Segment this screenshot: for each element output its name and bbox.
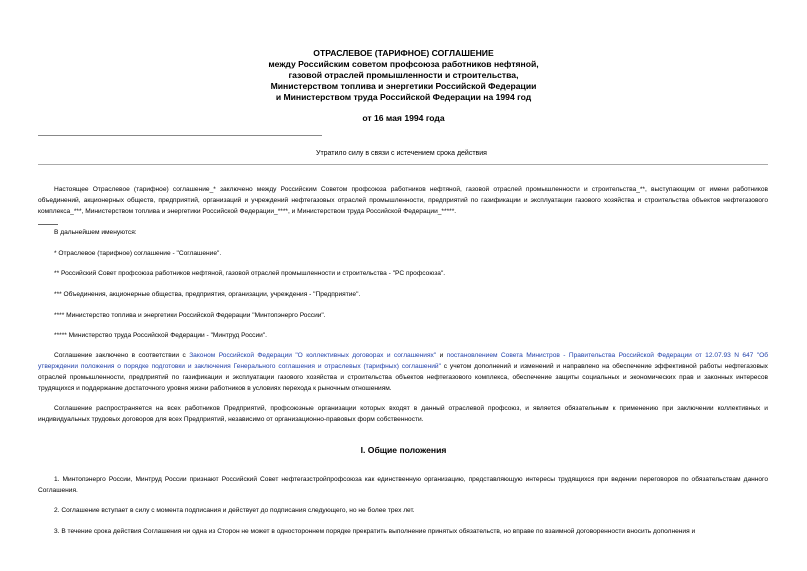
title-line: ОТРАСЛЕВОЕ (ТАРИФНОЕ) СОГЛАШЕНИЕ — [313, 48, 494, 58]
basis-prefix: Соглашение заключено в соответствии с — [54, 352, 190, 359]
footnote-item: * Отраслевое (тарифное) соглашение - "Соглашение". — [54, 250, 222, 257]
basis-paragraph — [38, 350, 768, 394]
title-line: газовой отраслей промышленности и строительства, — [288, 70, 519, 80]
clause-2: 2. Соглашение вступает в силу с момента подписания и действует до подписания следующего, но не более трех лет. — [54, 507, 415, 514]
scope-paragraph: Соглашение распространяется на всех работников Предприятий, профсоюзные организации которых входят в данный отраслевой профсоюз, и является обязательным к применению при заключении коллективных и индивидуальных трудовых договоров для всех Предприятий, независимо от организационно-правовых форм собственности. — [38, 405, 768, 423]
basis-suffix: с учетом дополнений и изменений и направлено на обеспечение эффективной работы нефтегазовых отраслей промышленности, предприятий по газификации и эксплуатации газового хозяйства и строительства объектов нефтегазового комплекса, обеспечение защиты социальных и экономических прав и законных интересов трудящихся и поддержание достаточного уровня жизни работников в условиях перехода к рыночным отношениям. — [38, 363, 768, 392]
resolution-link[interactable]: постановлением Совета Министров - Правительства Российской Федерации от 12.07.93 N 647 "Об утверждении положения о порядке подготовки и заключения Генерального соглашения и отраслевых (тарифных) соглашений" — [38, 352, 768, 370]
title-line: и Министерством труда Российской Федерации на 1994 год — [275, 92, 532, 102]
title-line: между Российским советом профсоюза работников нефтяной, — [268, 59, 539, 69]
footnote-item: ***** Министерство труда Российской Федерации - "Минтруд России". — [54, 332, 268, 339]
footnote-divider — [38, 224, 58, 225]
footnote-item: **** Министерство топлива и энергетики Российской Федерации "Минтопэнерго России". — [54, 312, 326, 319]
footnotes-heading: В дальнейшем именуются: — [54, 229, 137, 236]
law-link[interactable]: Законом Российской Федерации "О коллективных договорах и соглашениях" — [189, 352, 437, 359]
document-title — [0, 48, 807, 103]
section-heading: I. Общие положения — [360, 445, 447, 455]
basis-middle: и — [436, 352, 447, 359]
footnote-item: ** Российский Совет профсоюза работников нефтяной, газовой отраслей промышленности и строительства - "РС профсоюза". — [54, 270, 446, 277]
divider — [38, 135, 322, 136]
clause-1: 1. Минтопэнерго России, Минтруд России признают Российский Совет нефтегазстройпрофсоюза как единственную организацию, представляющую интересы трудящихся при ведении переговоров по обязательствам данного Соглашения. — [38, 476, 768, 494]
status-note: Утратило силу в связи с истечением срока действия — [316, 150, 487, 157]
title-line: Министерством топлива и энергетики Российской Федерации — [270, 81, 537, 91]
intro-paragraph: Настоящее Отраслевое (тарифное) соглашение_* заключено между Российским Советом профсоюза работников нефтяной, газовой отраслей промышленности и строительства_**, выступающим от имени работников объединений, акционерных обществ, предприятий, организаций и учреждений нефтегазовых отраслей промышленности, предприятий по газификации и эксплуатации газового хозяйства и строительства объектов нефтегазового комплекса_***, Министерством топлива и энергетики Российской Федерации_****, и Министерством труда Российской Федерации_*****. — [38, 186, 768, 215]
divider — [38, 164, 768, 165]
document-date: от 16 мая 1994 года — [362, 113, 445, 123]
clause-3: 3. В течение срока действия Соглашения ни одна из Сторон не может в одностороннем порядке прекратить выполнение принятых обязательств, но вправе по взаимной договоренности вносить дополнения и — [54, 528, 696, 535]
footnote-item: *** Объединения, акционерные общества, предприятия, организации, учреждения - "Предприятие". — [54, 291, 361, 298]
